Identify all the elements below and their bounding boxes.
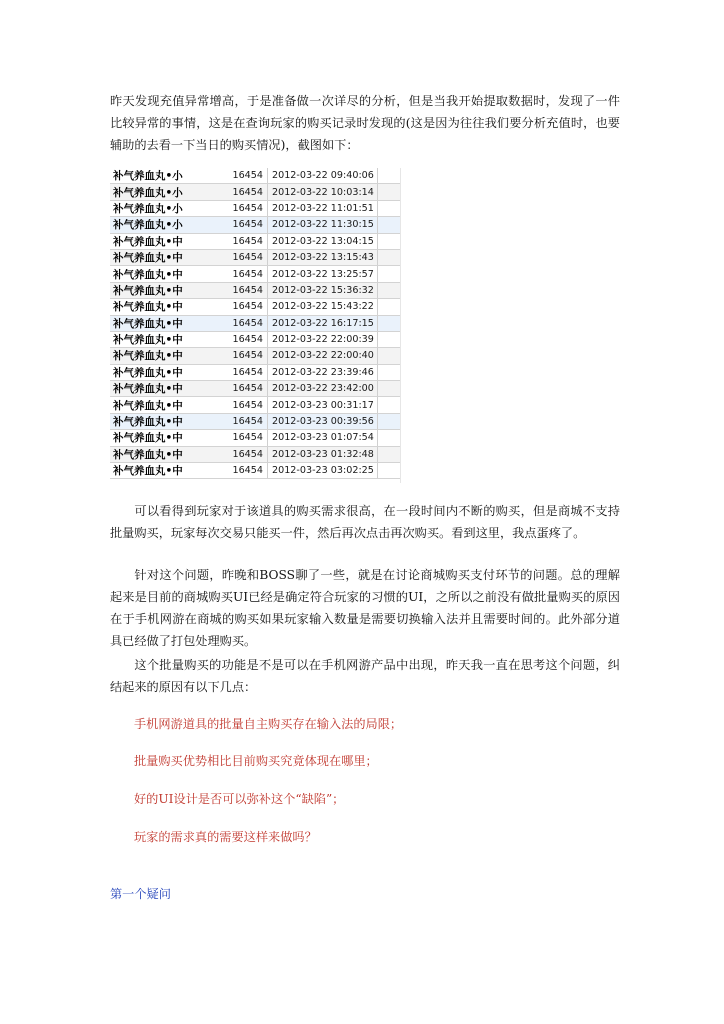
purchase-time-cell: 2012-03-23 01:32:48 bbox=[268, 447, 378, 462]
item-name-cell: 补气养血丸•小 bbox=[113, 202, 183, 215]
quantity-cell: 16454 bbox=[223, 414, 268, 429]
purchase-time-cell: 2012-03-22 15:36:32 bbox=[268, 283, 378, 298]
purchase-time-cell: 2012-03-22 16:17:15 bbox=[268, 316, 378, 331]
paragraph-batch-question: 这个批量购买的功能是不是可以在手机网游产品中出现，昨天我一直在思考这个问题，纠结起来的原因有以下几点： bbox=[110, 658, 620, 694]
quantity-cell: 16454 bbox=[223, 397, 268, 412]
quantity-cell: 16454 bbox=[223, 430, 268, 445]
quantity-cell: 16454 bbox=[223, 381, 268, 396]
table-row bbox=[110, 168, 400, 184]
quantity-cell: 16454 bbox=[223, 447, 268, 462]
table-row bbox=[110, 283, 400, 299]
purchase-time-cell: 2012-03-23 03:02:25 bbox=[268, 463, 378, 478]
quantity-cell: 16454 bbox=[223, 266, 268, 281]
table-row bbox=[110, 463, 400, 479]
question-batch-advantage: 批量购买优势相比目前购买究竟体现在哪里； bbox=[134, 754, 378, 768]
table-row bbox=[110, 332, 400, 348]
item-name-cell: 补气养血丸•小 bbox=[113, 170, 183, 183]
item-name-cell: 补气养血丸•中 bbox=[113, 383, 183, 396]
purchase-time-cell: 2012-03-22 10:03:14 bbox=[268, 184, 378, 199]
quantity-cell: 16454 bbox=[223, 217, 268, 232]
table-row bbox=[110, 217, 400, 233]
purchase-time-cell: 2012-03-22 23:42:00 bbox=[268, 381, 378, 396]
quantity-cell: 16454 bbox=[223, 316, 268, 331]
table-row bbox=[110, 250, 400, 266]
purchase-time-cell: 2012-03-23 01:07:54 bbox=[268, 430, 378, 445]
purchase-time-cell: 2012-03-23 00:39:56 bbox=[268, 414, 378, 429]
table-row bbox=[110, 348, 400, 364]
item-name-cell: 补气养血丸•中 bbox=[113, 465, 183, 478]
item-name-cell: 补气养血丸•中 bbox=[113, 235, 183, 248]
intro-paragraph: 昨天发现充值异常增高，于是准备做一次详尽的分析，但是当我开始提取数据时，发现了一件比较异常的事情，这是在查询玩家的购买记录时发现的(这是因为往往我们要分析充值时，也要辅助的去看一下当日的购买情况)，截图如下： bbox=[110, 94, 620, 152]
item-name-cell: 补气养血丸•中 bbox=[113, 350, 183, 363]
item-name-cell: 补气养血丸•中 bbox=[113, 416, 183, 429]
table-row bbox=[110, 397, 400, 413]
purchase-time-cell: 2012-03-22 13:15:43 bbox=[268, 250, 378, 265]
quantity-cell: 16454 bbox=[223, 234, 268, 249]
purchase-time-cell: 2012-03-22 22:00:40 bbox=[268, 348, 378, 363]
item-name-cell: 补气养血丸•中 bbox=[113, 268, 183, 281]
table-row bbox=[110, 184, 400, 200]
quantity-cell: 16454 bbox=[223, 348, 268, 363]
quantity-cell: 16454 bbox=[223, 299, 268, 314]
table-row bbox=[110, 365, 400, 381]
purchase-time-cell: 2012-03-22 15:43:22 bbox=[268, 299, 378, 314]
question-ui-design: 好的UI设计是否可以弥补这个“缺陷”； bbox=[134, 792, 345, 806]
section-heading: 第一个疑问 bbox=[110, 887, 171, 901]
question-input-method: 手机网游道具的批量自主购买存在输入法的局限； bbox=[134, 717, 403, 731]
table-row bbox=[110, 430, 400, 446]
item-name-cell: 补气养血丸•小 bbox=[113, 219, 183, 232]
quantity-cell: 16454 bbox=[223, 283, 268, 298]
item-name-cell: 补气养血丸•中 bbox=[113, 284, 183, 297]
table-row bbox=[110, 316, 400, 332]
paragraph-purchase-demand: 可以看得到玩家对于该道具的购买需求很高，在一段时间内不断的购买，但是商城不支持批量购买，玩家每次交易只能买一件，然后再次点击再次购买。看到这里，我点蛋疼了。 bbox=[110, 504, 620, 540]
purchase-record-screenshot bbox=[110, 168, 401, 483]
table-row bbox=[110, 201, 400, 217]
item-name-cell: 补气养血丸•中 bbox=[113, 301, 183, 314]
purchase-time-cell: 2012-03-22 11:30:15 bbox=[268, 217, 378, 232]
item-name-cell: 补气养血丸•中 bbox=[113, 317, 183, 330]
item-name-cell: 补气养血丸•中 bbox=[113, 252, 183, 265]
purchase-time-cell: 2012-03-22 09:40:06 bbox=[268, 168, 378, 183]
table-row bbox=[110, 381, 400, 397]
table-row bbox=[110, 447, 400, 463]
table-row bbox=[110, 299, 400, 315]
question-player-need: 玩家的需求真的需要这样来做吗？ bbox=[134, 830, 317, 844]
quantity-cell: 16454 bbox=[223, 184, 268, 199]
purchase-time-cell: 2012-03-22 13:04:15 bbox=[268, 234, 378, 249]
purchase-time-cell: 2012-03-22 23:39:46 bbox=[268, 365, 378, 380]
table-row bbox=[110, 234, 400, 250]
item-name-cell: 补气养血丸•小 bbox=[113, 186, 183, 199]
table-row bbox=[110, 266, 400, 282]
purchase-time-cell: 2012-03-22 11:01:51 bbox=[268, 201, 378, 216]
item-name-cell: 补气养血丸•中 bbox=[113, 334, 183, 347]
quantity-cell: 16454 bbox=[223, 168, 268, 183]
purchase-time-cell: 2012-03-23 00:31:17 bbox=[268, 397, 378, 412]
purchase-time-cell: 2012-03-22 22:00:39 bbox=[268, 332, 378, 347]
item-name-cell: 补气养血丸•中 bbox=[113, 366, 183, 379]
item-name-cell: 补气养血丸•中 bbox=[113, 432, 183, 445]
purchase-time-cell: 2012-03-22 13:25:57 bbox=[268, 266, 378, 281]
quantity-cell: 16454 bbox=[223, 332, 268, 347]
table-row bbox=[110, 414, 400, 430]
item-name-cell: 补气养血丸•中 bbox=[113, 448, 183, 461]
quantity-cell: 16454 bbox=[223, 365, 268, 380]
quantity-cell: 16454 bbox=[223, 463, 268, 478]
quantity-cell: 16454 bbox=[223, 250, 268, 265]
item-name-cell: 补气养血丸•中 bbox=[113, 399, 183, 412]
paragraph-boss-discussion: 针对这个问题，昨晚和BOSS聊了一些，就是在讨论商城购买支付环节的问题。总的理解起来是目前的商城购买UI已经是确定符合玩家的习惯的UI，之所以之前没有做批量购买的原因在于手机网游在商城的购买如果玩家输入数量是需要切换输入法并且需要时间的。此外部分道具已经做了打包处理购买。 bbox=[110, 568, 620, 648]
quantity-cell: 16454 bbox=[223, 201, 268, 216]
